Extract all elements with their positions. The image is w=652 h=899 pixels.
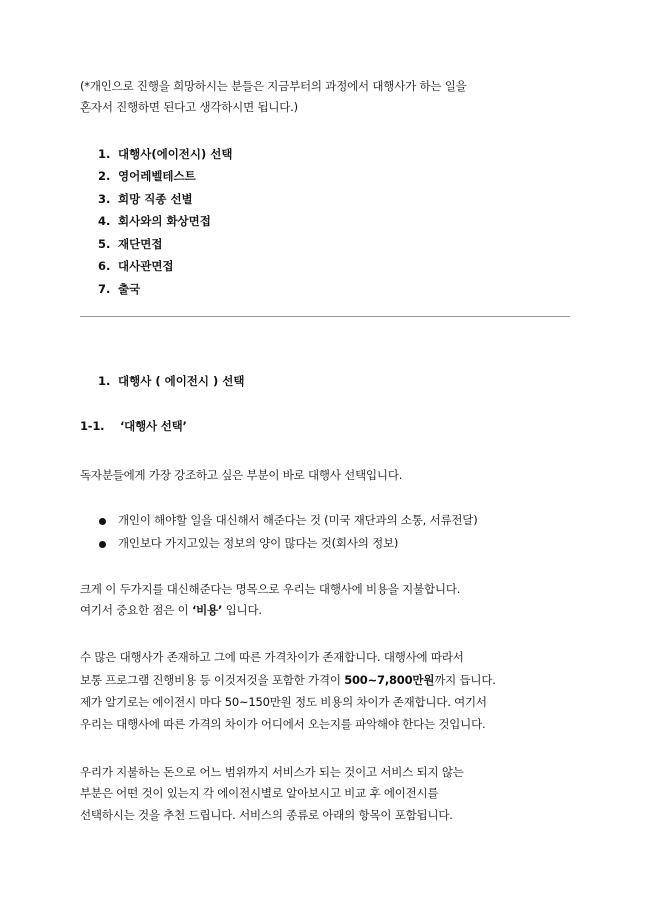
paragraph-2-line-1: 크게 이 두가지를 대신해준다는 명목으로 우리는 대행사에 비용을 지불합니다. [80, 582, 461, 596]
paragraph-3-line-1: 수 많은 대행사가 존재하고 그에 따른 가격차이가 존재합니다. 대행사에 따라서 [80, 650, 464, 664]
paragraph-4-line-3: 선택하시는 것을 추천 드립니다. 서비스의 종류로 아래의 항목이 포함됩니다. [80, 808, 453, 822]
list-item: 3. 희망 직종 선별 [98, 192, 193, 206]
horizontal-divider [80, 316, 570, 317]
paragraph-3-line-2: 보통 프로그램 진행비용 등 이것저것을 포함한 가격이 500~7,800만원까지 듭니다. [80, 673, 496, 687]
paragraph-3-line-3: 제가 알기로는 에이전시 마다 50~150만원 정도 비용의 차이가 존재합니다. 여기서 [80, 695, 487, 709]
bullet-item-2: 개인보다 가지고있는 정보의 양이 많다는 것(회사의 정보) [118, 536, 399, 550]
paragraph-4-line-2: 부분은 어떤 것이 있는지 각 에이전시별로 알아보시고 비교 후 에이전시를 [80, 786, 439, 800]
bullet-item-1: 개인이 해야할 일을 대신해서 해준다는 것 (미국 재단과의 소통, 서류전달) [118, 513, 478, 527]
list-item: 2. 영어레벨테스트 [98, 169, 196, 183]
list-item: 5. 재단면접 [98, 237, 163, 251]
paragraph-3-line-4: 우리는 대행사에 따른 가격의 차이가 어디에서 오는지를 파악해야 한다는 것입니다. [80, 717, 486, 731]
list-item: 4. 회사와의 화상면접 [98, 214, 211, 228]
paragraph-2-line-2: 여기서 중요한 점은 이 ‘비용’ 입니다. [80, 603, 262, 617]
section-heading: 1. 대행사 ( 에이전시 ) 선택 [98, 374, 245, 388]
intro-line-1: (*개인으로 진행을 희망하시는 분들은 지금부터의 과정에서 대행사가 하는 일을 [80, 79, 467, 93]
bullet-icon [99, 518, 106, 525]
subsection-heading: 1-1. ‘대행사 선택’ [80, 419, 187, 433]
list-item: 1. 대행사(에이전시) 선택 [98, 147, 233, 161]
intro-line-2: 혼자서 진행하면 된다고 생각하시면 됩니다.) [80, 100, 298, 114]
paragraph-1: 독자분들에게 가장 강조하고 싶은 부분이 바로 대행사 선택입니다. [80, 468, 403, 482]
list-item: 6. 대사관면접 [98, 259, 174, 273]
paragraph-4-line-1: 우리가 지불하는 돈으로 어느 범위까지 서비스가 되는 것이고 서비스 되지 않는 [80, 765, 464, 779]
list-item: 7. 출국 [98, 282, 141, 296]
bullet-icon [99, 541, 106, 548]
